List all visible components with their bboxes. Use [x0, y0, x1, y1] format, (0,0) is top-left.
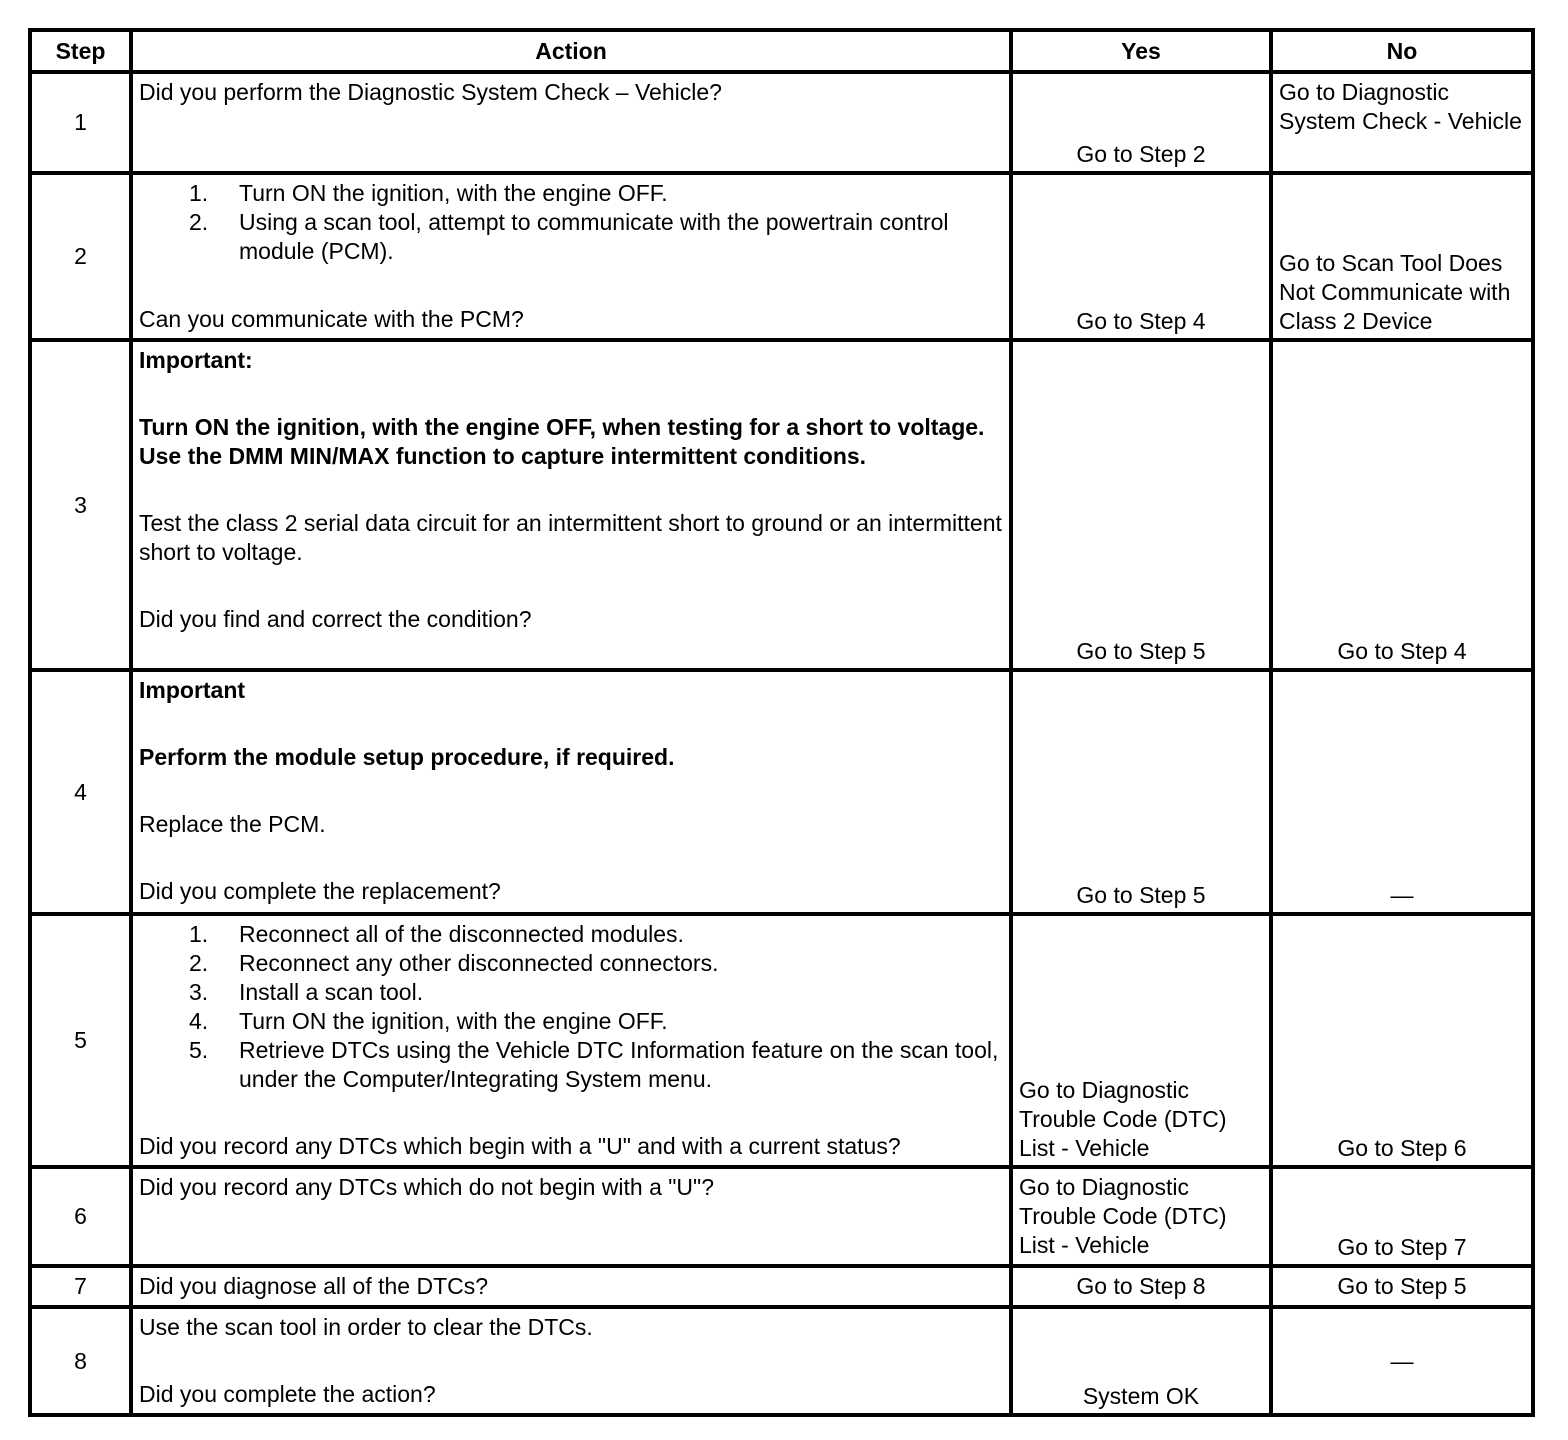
- action-question: Can you communicate with the PCM?: [139, 306, 524, 332]
- table-row: [30, 340, 1533, 670]
- yes-cell: Go to Step 8: [1011, 1266, 1271, 1307]
- list-item: 1. Turn ON the ignition, with the engine OFF.: [189, 180, 668, 206]
- important-label: Important:: [139, 347, 253, 373]
- table-row: [30, 1266, 1533, 1307]
- header-step: Step: [30, 30, 131, 72]
- no-cell: —: [1271, 1307, 1533, 1415]
- list-item: 4. Turn ON the ignition, with the engine OFF.: [189, 1008, 668, 1034]
- no-cell: Go to Step 4: [1271, 340, 1533, 670]
- no-cell: —: [1271, 670, 1533, 914]
- step-number: 2: [30, 173, 131, 340]
- step-number: 1: [30, 72, 131, 173]
- action-cell: [131, 914, 1011, 1167]
- action-steps: [139, 179, 1003, 266]
- list-item: 1. Reconnect all of the disconnected modules.: [189, 921, 684, 947]
- list-item: 5. Retrieve DTCs using the Vehicle DTC Information feature on the scan tool, under the Computer/Integrating System menu.: [189, 1037, 999, 1092]
- action-question: Did you record any DTCs which do not begin with a "U"?: [139, 1174, 714, 1200]
- action-question: Did you perform the Diagnostic System Check – Vehicle?: [139, 79, 722, 105]
- action-text: Use the scan tool in order to clear the DTCs.: [139, 1314, 593, 1340]
- step-number: 7: [30, 1266, 131, 1307]
- step-number: 3: [30, 340, 131, 670]
- yes-cell: Go to Step 5: [1011, 340, 1271, 670]
- header-action: Action: [131, 30, 1011, 72]
- yes-cell: Go to Diagnostic Trouble Code (DTC) List - Vehicle: [1011, 1167, 1271, 1266]
- list-item: 3. Install a scan tool.: [189, 979, 424, 1005]
- action-text: Replace the PCM.: [139, 811, 326, 837]
- table-row: [30, 1307, 1533, 1415]
- action-text: Test the class 2 serial data circuit for an intermittent short to ground or an intermittent short to voltage.: [139, 510, 1002, 565]
- action-cell: [131, 1167, 1011, 1266]
- action-cell: [131, 670, 1011, 914]
- header-yes: Yes: [1011, 30, 1271, 72]
- table-row: [30, 72, 1533, 173]
- table-row: [30, 173, 1533, 340]
- action-question: Did you complete the replacement?: [139, 878, 501, 904]
- action-question: Did you find and correct the condition?: [139, 606, 532, 632]
- action-question: Did you complete the action?: [139, 1381, 436, 1407]
- no-cell: Go to Step 6: [1271, 914, 1533, 1167]
- action-cell: [131, 340, 1011, 670]
- yes-cell: Go to Diagnostic Trouble Code (DTC) List - Vehicle: [1011, 914, 1271, 1167]
- step-number: 4: [30, 670, 131, 914]
- yes-cell: Go to Step 2: [1011, 72, 1271, 173]
- action-cell: [131, 72, 1011, 173]
- step-number: 6: [30, 1167, 131, 1266]
- step-number: 5: [30, 914, 131, 1167]
- table-row: [30, 670, 1533, 914]
- header-no: No: [1271, 30, 1533, 72]
- no-cell: Go to Step 7: [1271, 1167, 1533, 1266]
- action-cell: [131, 173, 1011, 340]
- action-cell: [131, 1307, 1011, 1415]
- yes-cell: Go to Step 4: [1011, 173, 1271, 340]
- header-row: [30, 30, 1533, 72]
- important-text: Turn ON the ignition, with the engine OFF, when testing for a short to voltage. Use the DMM MIN/MAX function to capture intermittent conditions.: [139, 414, 985, 469]
- list-item: 2. Reconnect any other disconnected connectors.: [189, 950, 719, 976]
- no-cell: Go to Scan Tool Does Not Communicate with Class 2 Device: [1271, 173, 1533, 340]
- yes-cell: System OK: [1011, 1307, 1271, 1415]
- diagnostic-table: [28, 28, 1535, 1417]
- list-item: 2. Using a scan tool, attempt to communicate with the powertrain control module (PCM).: [189, 209, 949, 264]
- important-text: Perform the module setup procedure, if required.: [139, 744, 675, 770]
- table-row: [30, 1167, 1533, 1266]
- important-label: Important: [139, 677, 246, 703]
- no-cell: Go to Step 5: [1271, 1266, 1533, 1307]
- step-number: 8: [30, 1307, 131, 1415]
- action-steps: [139, 920, 1003, 1094]
- no-cell: Go to Diagnostic System Check - Vehicle: [1271, 72, 1533, 173]
- action-cell: [131, 1266, 1011, 1307]
- table-row: [30, 914, 1533, 1167]
- yes-cell: Go to Step 5: [1011, 670, 1271, 914]
- action-question: Did you diagnose all of the DTCs?: [139, 1273, 489, 1299]
- action-question: Did you record any DTCs which begin with a "U" and with a current status?: [139, 1133, 901, 1159]
